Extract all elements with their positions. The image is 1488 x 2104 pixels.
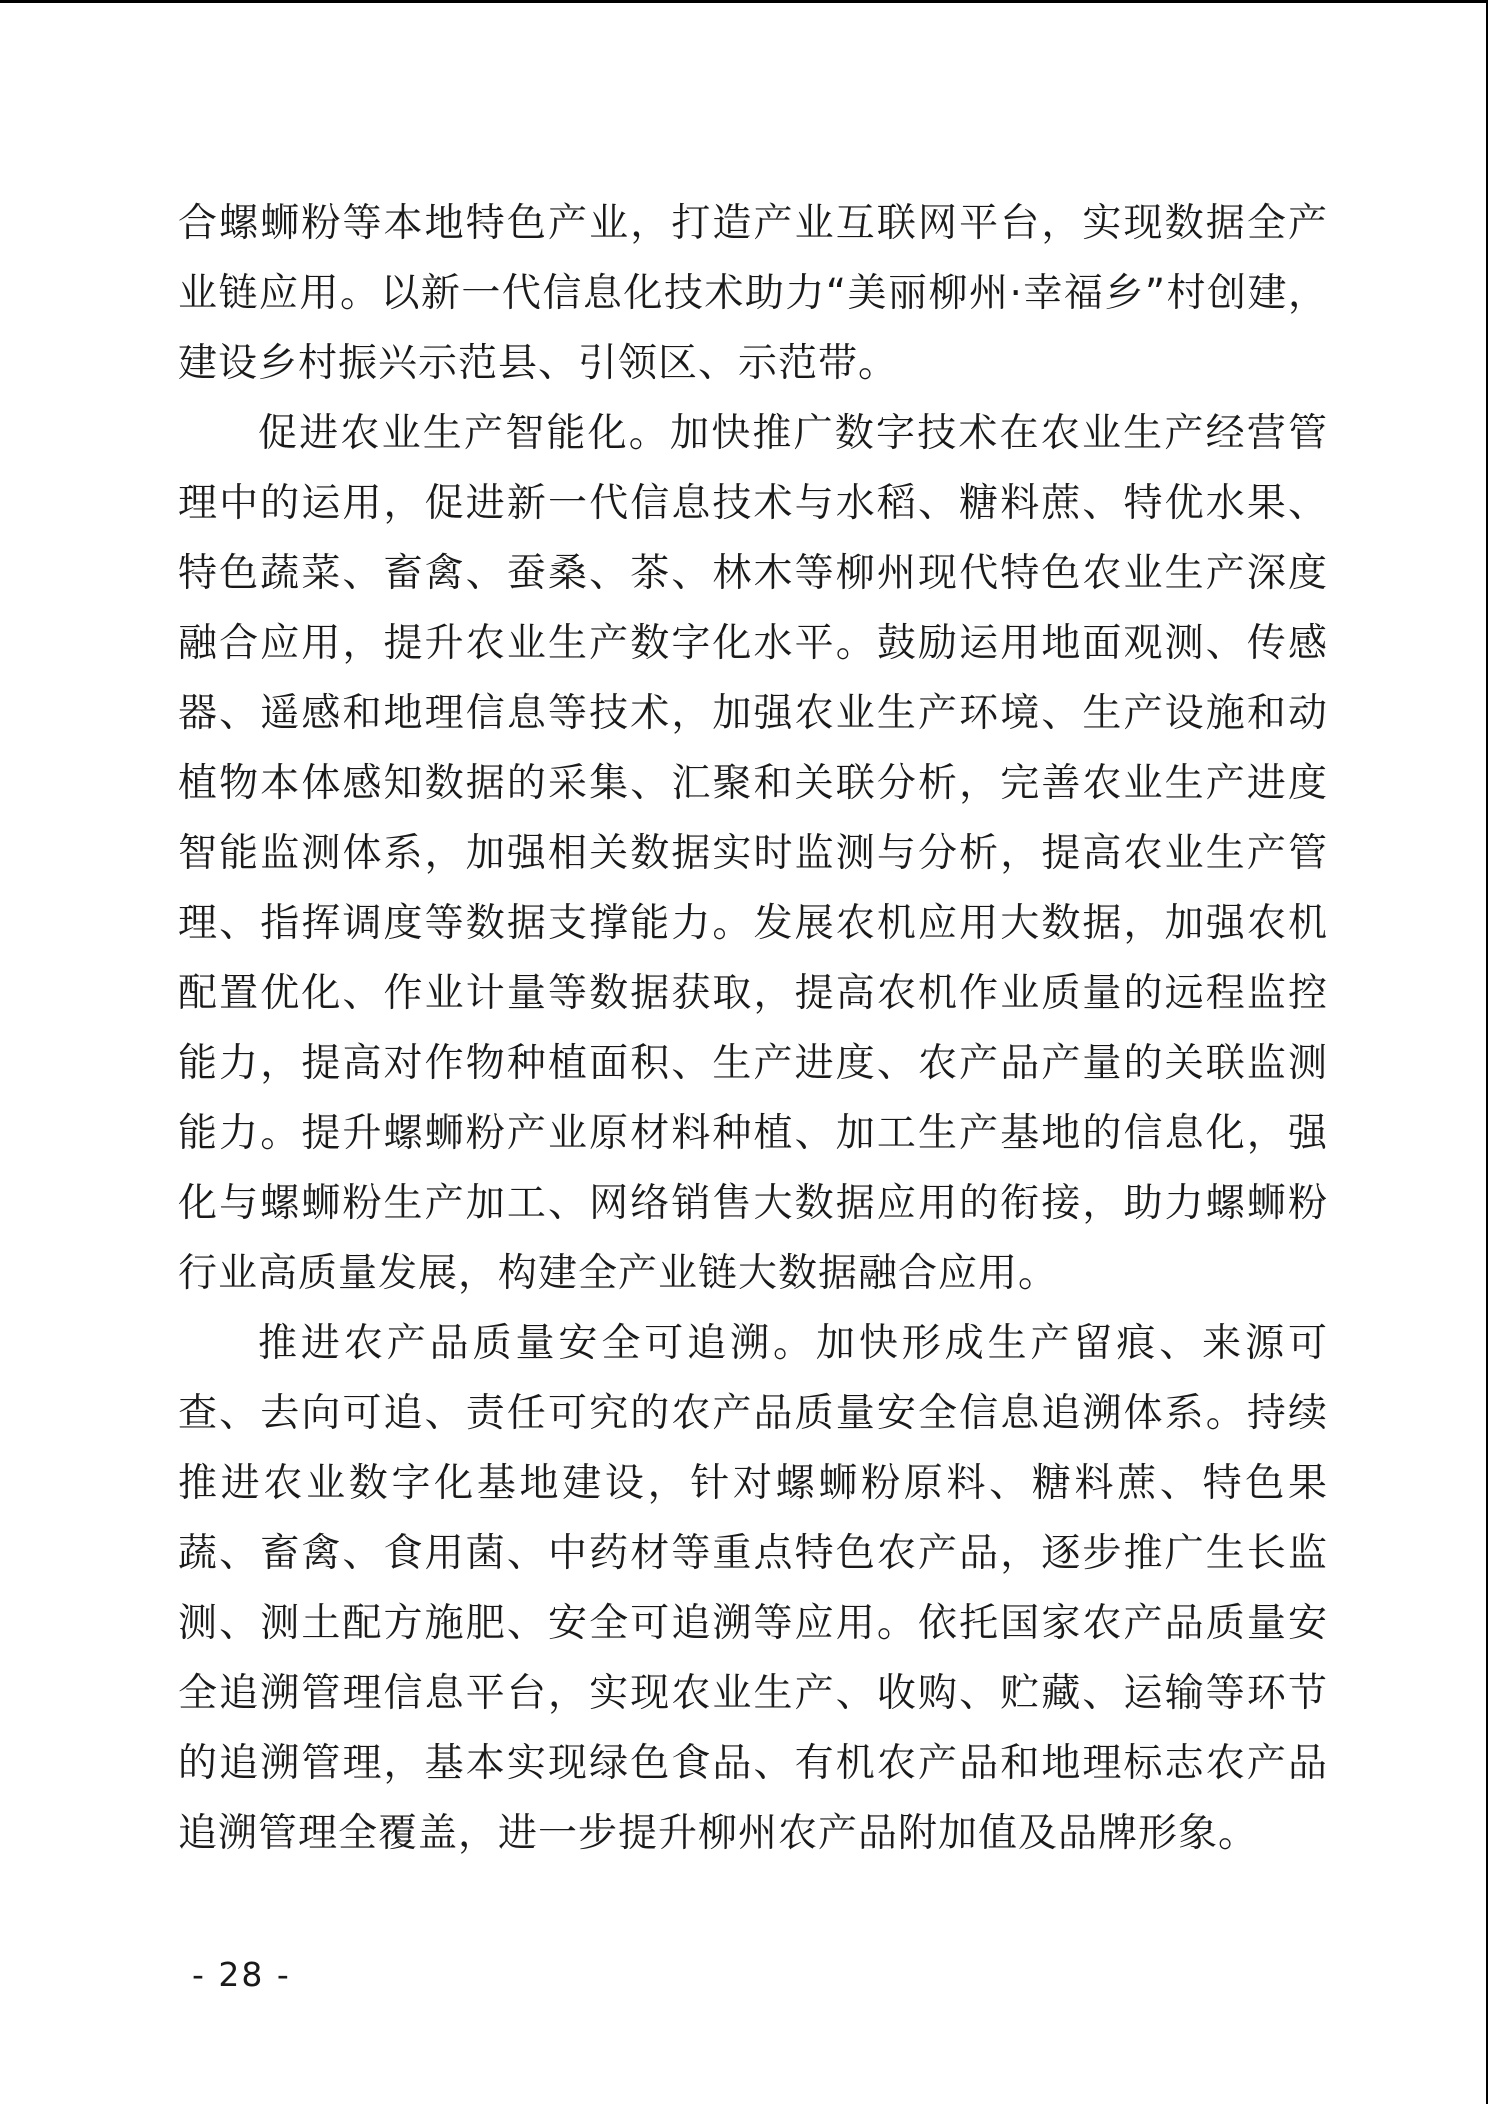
paragraph-intro-continuation: 合螺蛳粉等本地特色产业，打造产业互联网平台，实现数据全产业链应用。以新一代信息化技术助力“美丽柳州·幸福乡”村创建，建设乡村振兴示范县、引领区、示范带。 [178, 201, 1328, 386]
paragraph-agricultural-production: 促进农业生产智能化。加快推广数字技术在农业生产经营管理中的运用，促进新一代信息技术与水稻、糖料蔗、特优水果、特色蔬菜、畜禽、蚕桑、茶、林木等柳州现代特色农业生产深度融合应用，提升农业生产数字化水平。鼓励运用地面观测、传感器、遥感和地理信息等技术，加强农业生产环境、生产设施和动植物本体感知数据的采集、汇聚和关联分析，完善农业生产进度智能监测体系，加强相关数据实时监测与分析，提高农业生产管理、指挥调度等数据支撑能力。发展农机应用大数据，加强农机配置优化、作业计量等数据获取，提高农机作业质量的远程监控能力，提高对作物种植面积、生产进度、农产品产量的关联监测能力。提升螺蛳粉产业原材料种植、加工生产基地的信息化，强化与螺蛳粉生产加工、网络销售大数据应用的衔接，助力螺蛳粉行业高质量发展，构建全产业链大数据融合应用。 [178, 411, 1328, 1296]
paragraph-product-traceability: 推进农产品质量安全可追溯。加快形成生产留痕、来源可查、去向可追、责任可究的农产品质量安全信息追溯体系。持续推进农业数字化基地建设，针对螺蛳粉原料、糖料蔗、特色果蔬、畜禽、食用菌、中药材等重点特色农产品，逐步推广生长监测、测土配方施肥、安全可追溯等应用。依托国家农产品质量安全追溯管理信息平台，实现农业生产、收购、贮藏、运输等环节的追溯管理，基本实现绿色食品、有机农产品和地理标志农产品追溯管理全覆盖，进一步提升柳州农产品附加值及品牌形象。 [178, 1321, 1328, 1856]
page-number: - 28 - [192, 1955, 291, 1994]
body-text [178, 189, 1328, 1869]
